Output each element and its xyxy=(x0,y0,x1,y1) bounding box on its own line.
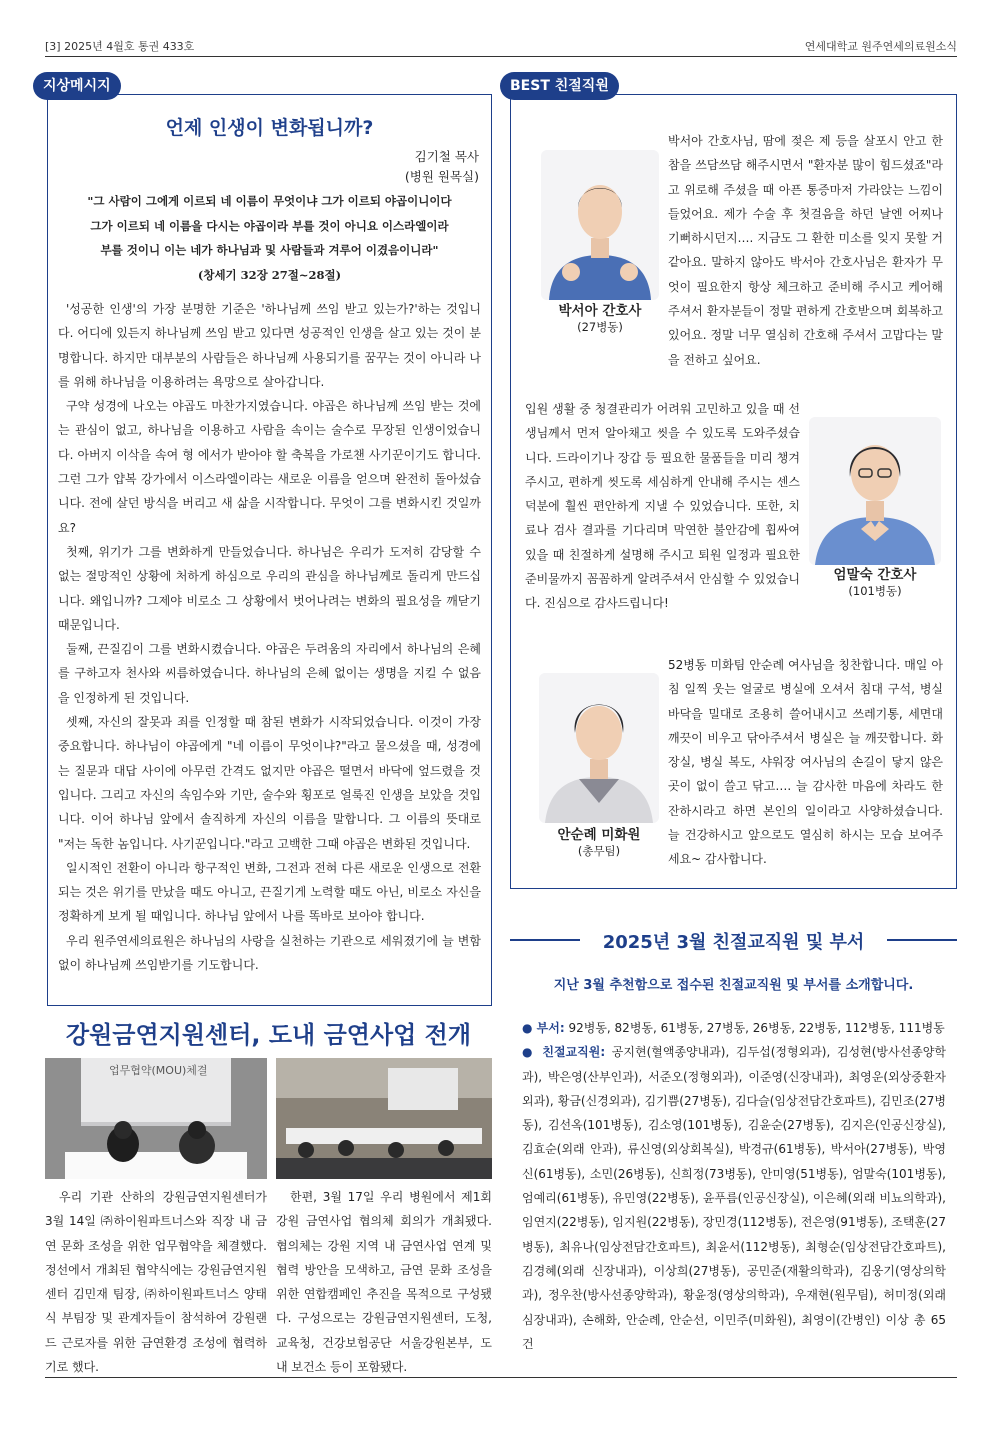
author-role: (병원 원목실) xyxy=(404,169,479,184)
verse-line: 그가 이르되 네 이름을 다시는 야곱이라 부를 것이 아니요 이스라엘이라 xyxy=(90,218,449,233)
author-name: 김기철 목사 xyxy=(414,149,479,164)
news-column-1: 우리 기관 산하의 강원금연지원센터가 3월 14일 ㈜하이원파트너스와 직장 내 금연 문화 조성을 위한 업무협약을 체결했다. 정선에서 개최된 협약식에는 강원금연지원센터 김민재 팀장, ㈜하이원파트너스 양태식 부팀장 및 관계자들이 참석하여 강원랜드 근로자를 위한 금연환경 조성에 협력하기로 했다. xyxy=(45,1190,267,1375)
message-title: 언제 인생이 변화됩니까? xyxy=(165,117,374,139)
staff-photo xyxy=(539,673,659,823)
dept-list: 92병동, 82병동, 61병동, 27병동, 26병동, 22병동, 112병동, 111병동 xyxy=(568,1021,945,1035)
dept-entry xyxy=(522,1016,946,1040)
paragraph: 구약 성경에 나오는 야곱도 마찬가지였습니다. 야곱은 하나님께 쓰임 받는 것에는 관심이 없고, 하나님을 이용하고 사람을 속이는 술수로 무장된 인생이었습니다. 아버지 이삭을 속여 형 에서가 받아야 할 축복을 가로챈 사기꾼이기도 합니다. 그런 그가 얍복 강가에서 이스라엘이라는 새로운 이름을 얻으며 완전히 돌아섰습니다. 전에 살던 방식을 버리고 새 삶을 시작합니다. 무엇이 그를 변화시킨 것일까요? xyxy=(58,399,481,535)
staff-name: 엄말숙 간호사 xyxy=(833,567,917,583)
bible-verse xyxy=(60,189,479,287)
author xyxy=(405,147,479,187)
staff-caption xyxy=(801,563,949,599)
staff-entry xyxy=(522,1040,946,1356)
staff-name: 안순례 미화원 xyxy=(557,827,641,843)
publication-name: 연세대학교 원주연세의료원소식 xyxy=(804,40,957,53)
verse-line: "그 사람이 그에게 이르되 네 이름이 무엇이냐 그가 이르되 야곱이니이다 xyxy=(87,194,452,208)
kind-staff-heading xyxy=(510,925,957,953)
staff-name: 박서아 간호사 xyxy=(558,303,642,319)
news-column-2: 한편, 3월 17일 우리 병원에서 제1회 강원 금연사업 협의체 회의가 개최됐다. 협의체는 강원 지역 내 금연사업 연계 및 협력 방안을 모색하고, 금연 문화 조성을 위한 연합캠페인 추진을 목적으로 구성됐다. 구성으로는 강원금연지원센터, 도청, 교육청, 건강보험공단 서울강원본부, 도내 보건소 등이 포함됐다. xyxy=(276,1190,492,1375)
staff-label: ● 친절교직원: xyxy=(522,1045,606,1060)
staff-list: 공지현(혈액종양내과), 김두섭(정형외과), 김성현(방사선종양학과), 박은영(산부인과), 서준오(정형외과), 이준영(신장내과), 최영운(외상중환자외과), 황금(신경외과), 김기쁨(27병동), 김다슬(임상전담간호파트), 김민조(27병동), 김선옥(101병동), 김소영(101병동), 김윤순(27병동), 김지은(인공신장실), 김효순(외래 안과), 류신영(외상회복실), 박경규(61병동), 박서아(27병동), 박영신(61병동), 소민(26병동), 신희정(73병동), 안미영(51병동), 엄말숙(101병동), 엄예리(61병동), 유민영(22병동), 윤푸름(인공신장실), 이은혜(외래 비뇨의학과), 임연지(22병동), 임지원(22병동), 장민경(112병동), 전은영(91병동), 조택훈(27병동), 최유나(임상전담간호파트), 최윤서(112병동), 최형순(임상전담간호파트), 김경혜(외래 신장내과), 이상희(27병동), 공민준(재활의학과), 김웅기(영상의학과), 정우찬(방사선종양학과), 황윤정(영상의학과), 우재현(원무팀), 허미정(외래 심장내과), 손해화, 안순례, 안순선, 이민주(미화원), 최영이(간병인) 이상 총 65건 xyxy=(522,1045,946,1351)
paragraph: '성공한 인생'의 가장 분명한 기준은 '하나님께 쓰임 받고 있는가?'하는 것입니다. 어디에 있든지 하나님께 쓰임 받고 있다면 성공적인 인생을 살고 있는 것이 분명합니다. 하지만 대부분의 사람들은 하나님께 사용되기를 꿈꾸는 것이 아니라 나를 위해 하나님을 이용하려는 욕망으로 살아갑니다. xyxy=(58,302,481,389)
photo-banner-text: 업무협약(MOU)체결 xyxy=(109,1064,208,1077)
staff-caption xyxy=(529,823,669,859)
news-title: 강원금연지원센터, 도내 금연사업 전개 xyxy=(65,1021,472,1049)
verse-reference: (창세기 32장 27절~28절) xyxy=(197,267,342,282)
message-body xyxy=(58,297,481,977)
staff-caption xyxy=(531,299,669,335)
staff-testimony: 박서아 간호사님, 땀에 젖은 제 등을 살포시 안고 한참을 쓰담쓰담 해주시면서 "환자분 많이 힘드셨죠"라고 위로해 주셨을 때 아픈 통증마저 가라앉는 느낌이 들었어요. 제가 수술 후 첫걸음을 하던 날엔 어찌나 기뻐하시던지…. 지금도 그 환한 미소를 잊지 못할 거 같아요. 말하지 않아도 박서아 간호사님은 환자가 무엇이 필요한지 항상 체크하고 준비해 주시고 케어해주셔서 환자분들이 정말 편하게 간호받으며 회복하고 있어요. 정말 너무 열심히 간호해 주셔서 고맙다는 말을 전하고 싶어요. xyxy=(668,134,943,367)
staff-dept: (101병동) xyxy=(848,584,902,598)
kind-staff-intro: 지난 3월 추천함으로 접수된 친절교직원 및 부서를 소개합니다. xyxy=(553,978,914,993)
paragraph: 일시적인 전환이 아니라 항구적인 변화, 그전과 전혀 다른 새로운 인생으로 전환되는 것은 위기를 만났을 때도 아니고, 끈질기게 노력할 때도 아닌, 비로소 자신을 정확하게 보게 될 때입니다. 하나님 앞에서 나를 똑바로 보아야 합니다. xyxy=(58,860,481,924)
staff-testimony: 입원 생활 중 청결관리가 어려워 고민하고 있을 때 선생님께서 먼저 알아채고 씻을 수 있도록 도와주셨습니다. 드라이기나 장갑 등 필요한 물품들을 미리 챙겨주시고, 편하게 씻도록 세심하게 안내해 주시는 센스 덕분에 훨씬 편안하게 지낼 수 있었습니다. 또한, 치료나 검사 결과를 기다리며 막연한 불안감에 휩싸여 있을 때 친절하게 설명해 주시고 퇴원 일정과 필요한 준비물까지 꼼꼼하게 알려주셔서 안심할 수 있었습니다. 진심으로 감사드립니다! xyxy=(525,402,800,611)
paragraph: 둘째, 끈질김이 그를 변화시켰습니다. 야곱은 두려움의 자리에서 하나님의 은혜를 구하고자 천사와 씨름하였습니다. 하나님의 은혜 없이는 생명을 지킬 수 없음을 인정하게 된 것입니다. xyxy=(58,642,481,705)
page-header xyxy=(45,36,957,56)
section-tag-message: 지상메시지 xyxy=(33,72,121,100)
staff-dept: (총무팀) xyxy=(577,844,621,858)
verse-line: 부를 것이니 이는 네가 하나님과 및 사람들과 겨루어 이겼음이니라" xyxy=(100,243,439,257)
staff-dept: (27병동) xyxy=(577,320,623,334)
issue-info: [3] 2025년 4월호 통권 433호 xyxy=(45,40,195,53)
paragraph: 첫째, 위기가 그를 변화하게 만들었습니다. 하나님은 우리가 도저히 감당할 수 없는 절망적인 상황에 처하게 하심으로 우리의 관심을 하나님께로 돌리게 만드십니다. 왜입니까? 그제야 비로소 그 상황에서 벗어나려는 변화의 필요성을 깨닫기 때문입니다. xyxy=(58,544,481,632)
footer-divider xyxy=(45,1377,957,1378)
staff-photo xyxy=(541,150,659,300)
meeting-photo xyxy=(276,1058,492,1179)
dept-label: ● 부서: xyxy=(522,1021,565,1035)
best-staff-box xyxy=(510,94,957,889)
paragraph: 우리 원주연세의료원은 하나님의 사랑을 실천하는 기관으로 세워졌기에 늘 변함없이 하나님께 쓰임받기를 기도합니다. xyxy=(58,933,481,973)
header-divider xyxy=(45,56,957,57)
kind-staff-list xyxy=(522,1016,946,1356)
mou-signing-photo xyxy=(45,1058,267,1179)
staff-photo xyxy=(809,417,941,565)
message-box xyxy=(47,94,492,1006)
paragraph: 셋째, 자신의 잘못과 죄를 인정할 때 참된 변화가 시작되었습니다. 이것이 가장 중요합니다. 하나님이 야곱에게 "네 이름이 무엇이냐?"라고 물으셨을 때, 성경에는 질문과 대답 사이에 아무런 간격도 없지만 야곱은 떨면서 바닥에 엎드렸을 것입니다. 그리고 자신의 속임수와 기만, 술수와 횡포로 얼룩진 인생을 보았을 것입니다. 이어 하나님 앞에서 솔직하게 자신의 이름을 말합니다. 그 이름의 뜻대로 "저는 독한 놈입니다. 사기꾼입니다."라고 고백한 그때 야곱은 변화된 것입니다. xyxy=(58,715,481,851)
section-tag-best: BEST 친절직원 xyxy=(500,72,619,100)
staff-testimony: 52병동 미화팀 안순례 여사님을 칭찬합니다. 매일 아침 일찍 웃는 얼굴로 병실에 오셔서 침대 구석, 병실 바닥을 밀대로 조용히 쓸어내시고 쓰레기통, 세면대 깨끗이 비우고 닦아주셔서 병실은 늘 깨끗합니다. 화장실, 병실 복도, 샤워장 여사님의 손길이 닿지 않은 곳이 없이 쓸고 닦고…. 늘 감사한 마음에 차라도 한잔하시라고 하면 본인의 일이라고 사양하셨습니다. 늘 건강하시고 앞으로도 열심히 하시는 모습 보여주세요~ 감사합니다. xyxy=(668,658,943,867)
kind-staff-title: 2025년 3월 친절교직원 및 부서 xyxy=(602,932,865,953)
